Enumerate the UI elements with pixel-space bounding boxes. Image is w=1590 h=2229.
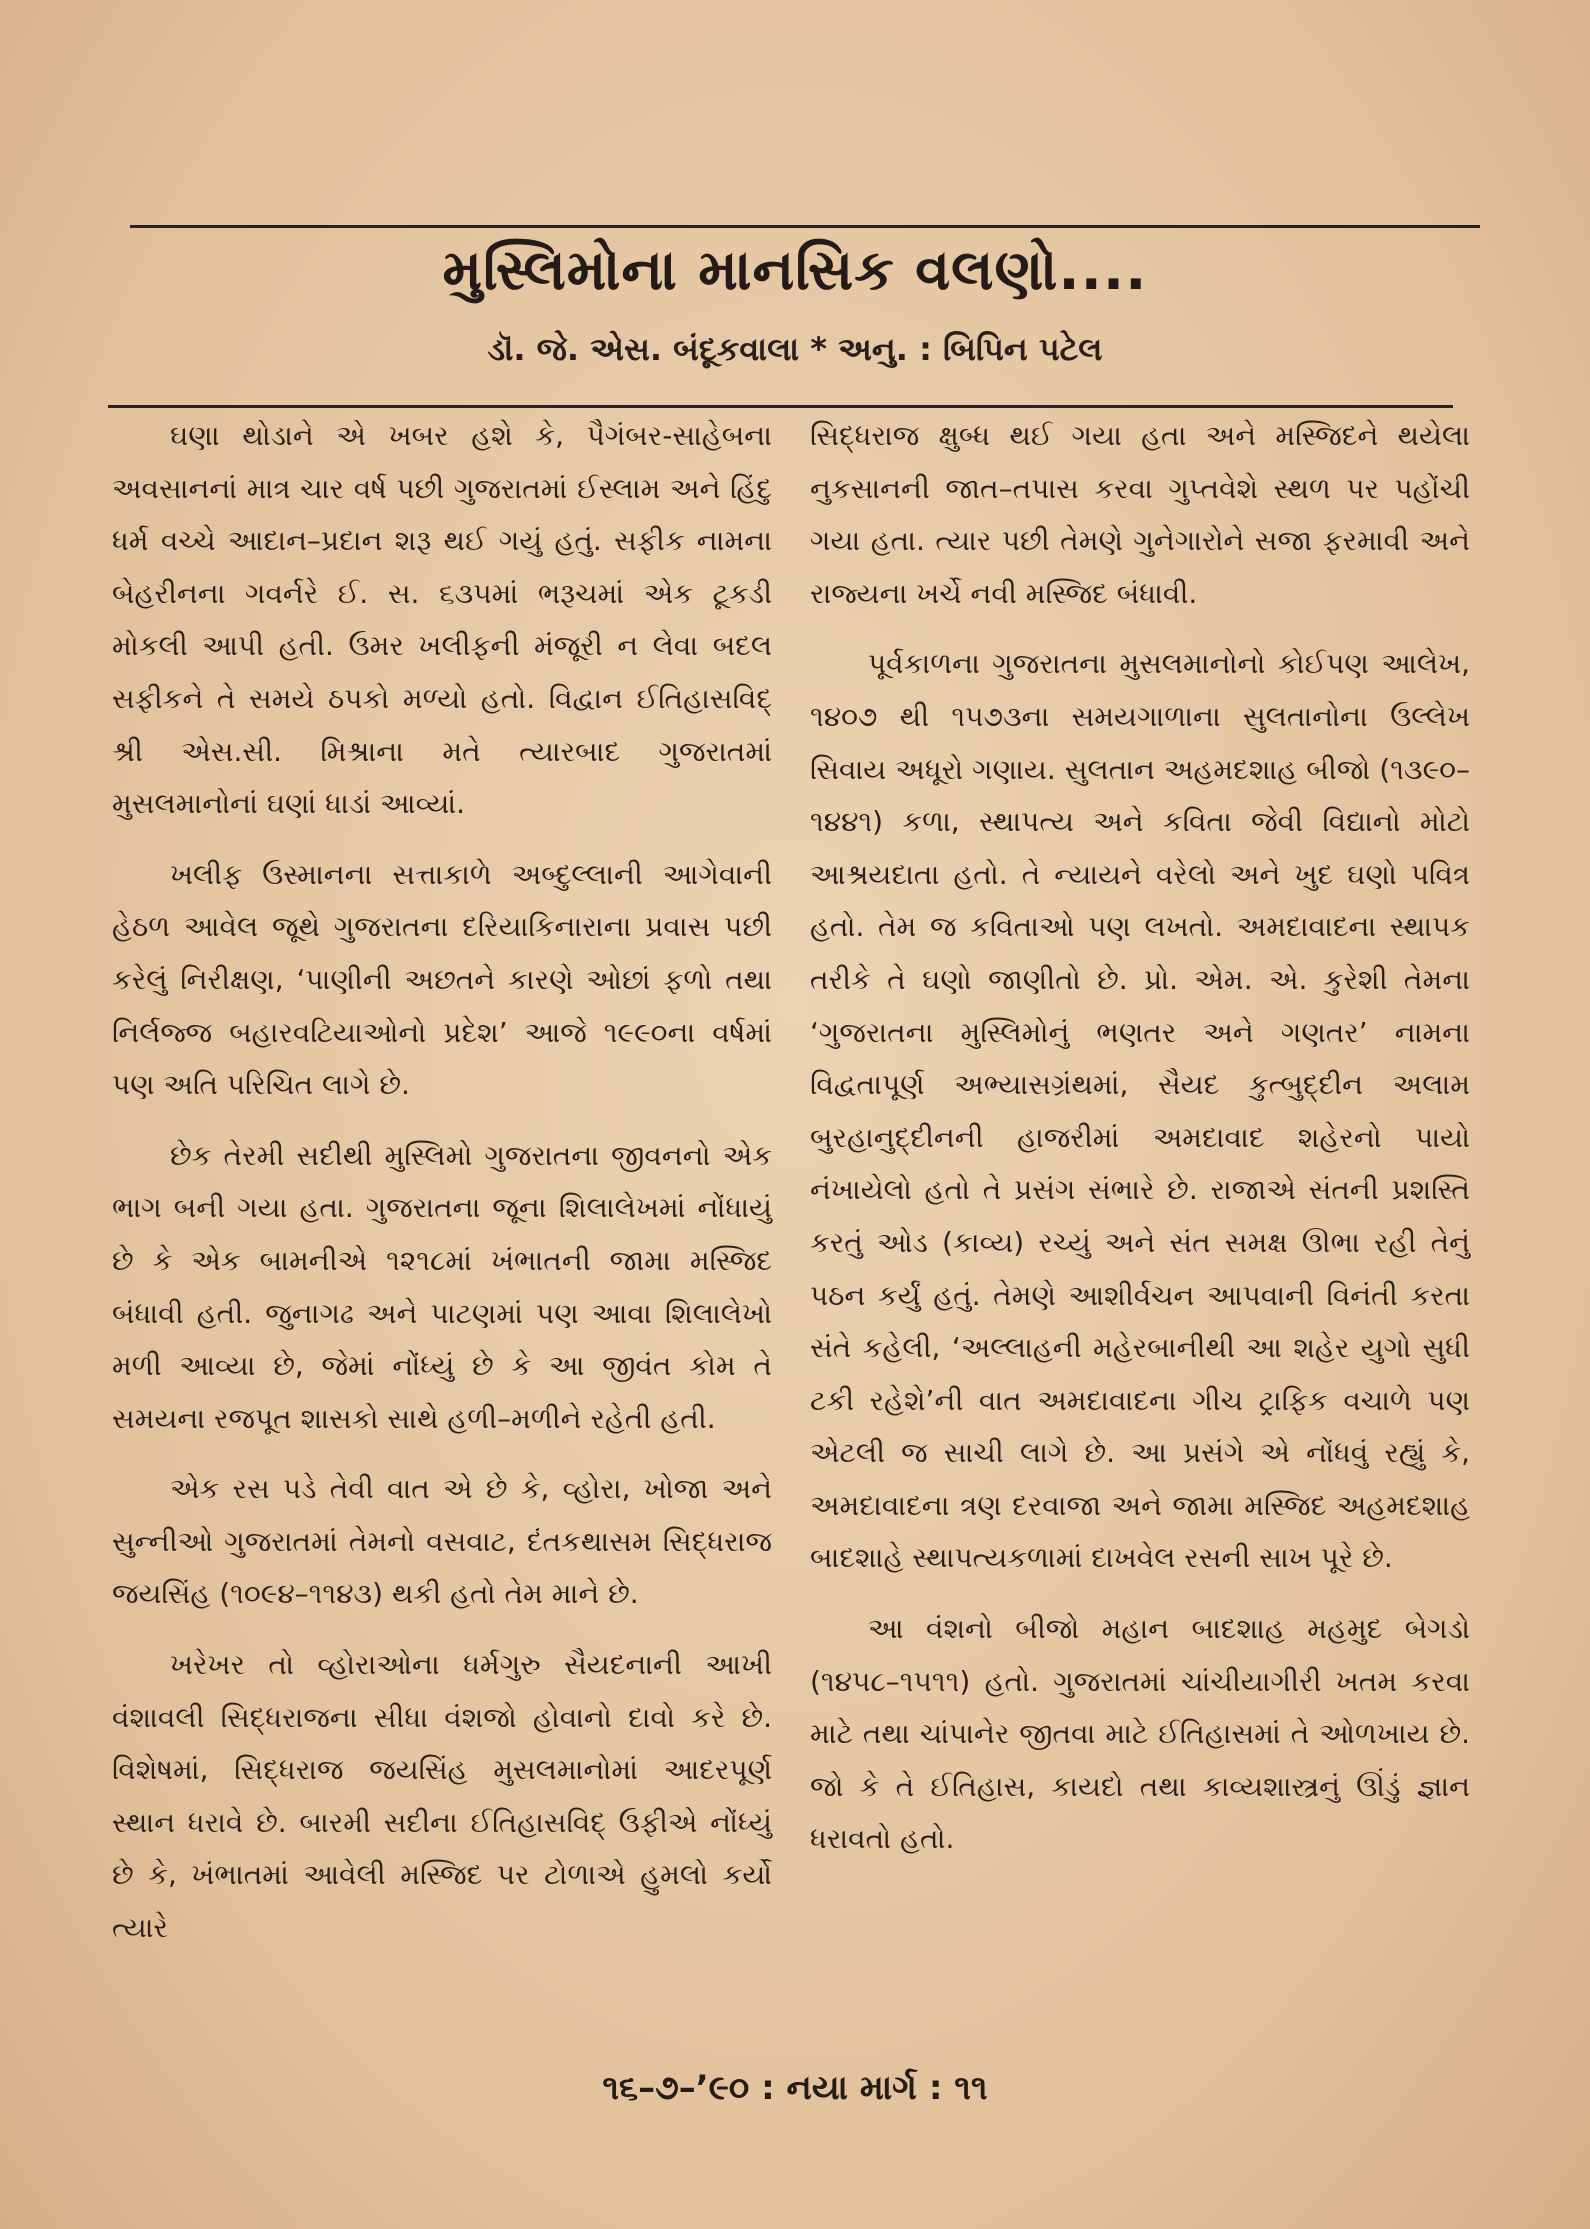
paragraph: ખરેખર તો વ્હોરાઓના ધર્મગુરુ સૈયદનાની આખી વંશાવલી સિદ્ધરાજના સીધા વંશજો હોવાનો દાવો કરે છે. વિશેષમાં, સિદ્ધરાજ જયસિંહ મુસલમાનોમાં આદરપૂર્ણ સ્થાન ધરાવે છે. બારમી સદીના ઈતિહાસવિદ્ ઉફીએ નોંધ્યું છે કે, ખંભાતમાં આવેલી મસ્જિદ પર ટોળાએ હુમલો કર્યો ત્યારે [112, 1648, 772, 1945]
paragraph: એક રસ પડે તેવી વાત એ છે કે, વ્હોરા, ખોજા અને સુન્નીઓ ગુજરાતમાં તેમનો વસવાટ, દંતકથાસમ સિદ્ધરાજ જયસિંહ (૧૦૯૪–૧૧૪૩) થકી હતો તેમ માને છે. [112, 1472, 772, 1611]
paragraph: સિદ્ધરાજ ક્ષુબ્ધ થઈ ગયા હતા અને મસ્જિદને થયેલા નુકસાનની જાત–તપાસ કરવા ગુપ્તવેશે સ્થળ પર પહોંચી ગયા હતા. ત્યાર પછી તેમણે ગુનેગારોને સજા ફરમાવી અને રાજ્યના ખર્ચે નવી મસ્જિદ બંધાવી. [810, 419, 1470, 610]
paragraph: છેક તેરમી સદીથી મુસ્લિમો ગુજરાતના જીવનનો એક ભાગ બની ગયા હતા. ગુજરાતના જૂના શિલાલેખમાં નોંધાયું છે કે એક બામનીએ ૧૨૧૮માં ખંભાતની જામા મસ્જિદ બંધાવી હતી. જુનાગઢ અને પાટણમાં પણ આવા શિલાલેખો મળી આવ્યા છે, જેમાં નોંધ્યું છે કે આ જીવંત કોમ તે સમયના રજપૂત શાસકો સાથે હળી–મળીને રહેતી હતી. [112, 1138, 772, 1435]
article-byline: ડૉ. જે. એસ. બંદૂકવાલા * અનુ. : બિપિન પટેલ [487, 330, 1103, 368]
paragraph: પૂર્વકાળના ગુજરાતના મુસલમાનોનો કોઈપણ આલેખ, ૧૪૦૭ થી ૧૫૭૩ના સમયગાળાના સુલતાનોના ઉલ્લેખ સિવાય અધૂરો ગણાય. સુલતાન અહમદશાહ બીજો (૧૩૯૦–૧૪૪૧) કળા, સ્થાપત્ય અને કવિતા જેવી વિદ્યાનો મોટો આશ્રયદાતા હતો. તે ન્યાયને વરેલો અને ખુદ ઘણો પવિત્ર હતો. તેમ જ કવિતાઓ પણ લખતો. અમદાવાદના સ્થાપક તરીકે તે ઘણો જાણીતો છે. પ્રો. એમ. એ. કુરેશી તેમના ‘ગુજરાતના મુસ્લિમોનું ભણતર અને ગણતર’ નામના વિદ્વતાપૂર્ણ અભ્યાસગ્રંથમાં, સૈયદ કુત્બુદ્દીન અલામ બુરહાનુદ્દીનની હાજરીમાં અમદાવાદ શહેરનો પાયો નંખાયેલો હતો તે પ્રસંગ સંભારે છે. રાજાએ સંતની પ્રશસ્તિ કરતું ઓડ (કાવ્ય) રચ્યું અને સંત સમક્ષ ઊભા રહી તેનું પઠન કર્યું હતું. તેમણે આશીર્વચન આપવાની વિનંતી કરતા સંતે કહેલી, ‘અલ્લાહની મહેરબાનીથી આ શહેર યુગો સુધી ટકી રહેશે’ની વાત અમદાવાદના ગીચ ટ્રાફિક વચાળે પણ એટલી જ સાચી લાગે છે. આ પ્રસંગે એ નોંધવું રહ્યું કે, અમદાવાદના ત્રણ દરવાજા અને જામા મસ્જિદ અહમદશાહ બાદશાહે સ્થાપત્યકળામાં દાખવેલ રસની સાખ પૂરે છે. [810, 647, 1470, 1575]
paragraph: ઘણા થોડાને એ ખબર હશે કે, પૈગંબર-સાહેબના અવસાનનાં માત્ર ચાર વર્ષ પછી ગુજરાતમાં ઈસ્લામ અને હિંદુ ધર્મ વચ્ચે આદાન–પ્રદાન શરૂ થઈ ગયું હતું. સફીક નામના બેહરીનના ગવર્નરે ઈ. સ. ૬૩૫માં ભરૂચમાં એક ટૂકડી મોકલી આપી હતી. ઉમર ખલીફની મંજૂરી ન લેવા બદલ સફીકને તે સમયે ઠપકો મળ્યો હતો. વિદ્વાન ઈતિહાસવિદ્ શ્રી એસ.સી. મિશ્રાના મતે ત્યારબાદ ગુજરાતમાં મુસલમાનોનાં ઘણાં ધાડાં આવ્યાં. [112, 419, 772, 821]
header-rule [108, 405, 1453, 408]
paragraph: આ વંશનો બીજો મહાન બાદશાહ મહમુદ બેગડો (૧૪૫૮–૧૫૧૧) હતો. ગુજરાતમાં ચાંચીયાગીરી ખતમ કરવા માટે તથા ચાંપાનેર જીતવા માટે ઈતિહાસમાં તે ઓળખાય છે. જો કે તે ઈતિહાસ, કાયદો તથા કાવ્યશાસ્ત્રનું ઊંડું જ્ઞાન ધરાવતો હતો. [810, 1612, 1470, 1856]
right-column [810, 410, 1470, 1884]
paragraph: ખલીફ ઉસ્માનના સત્તાકાળે અબ્દુલ્લાની આગેવાની હેઠળ આવેલ જૂથે ગુજરાતના દરિયાકિનારાના પ્રવાસ પછી કરેલું નિરીક્ષણ, ‘પાણીની અછતને કારણે ઓછાં ફળો તથા નિર્લજ્જ બહારવટિયાઓનો પ્રદેશ’ આજે ૧૯૯૦ના વર્ષમાં પણ અતિ પરિચિત લાગે છે. [112, 857, 772, 1102]
top-rule [130, 225, 1480, 228]
left-column [112, 410, 772, 1973]
page-footer: ૧૬–૭–’૯૦ : નયા માર્ગ : ૧૧ [602, 2068, 988, 2108]
article-title: મુસ્લિમોના માનસિક વલણો.... [442, 238, 1148, 303]
